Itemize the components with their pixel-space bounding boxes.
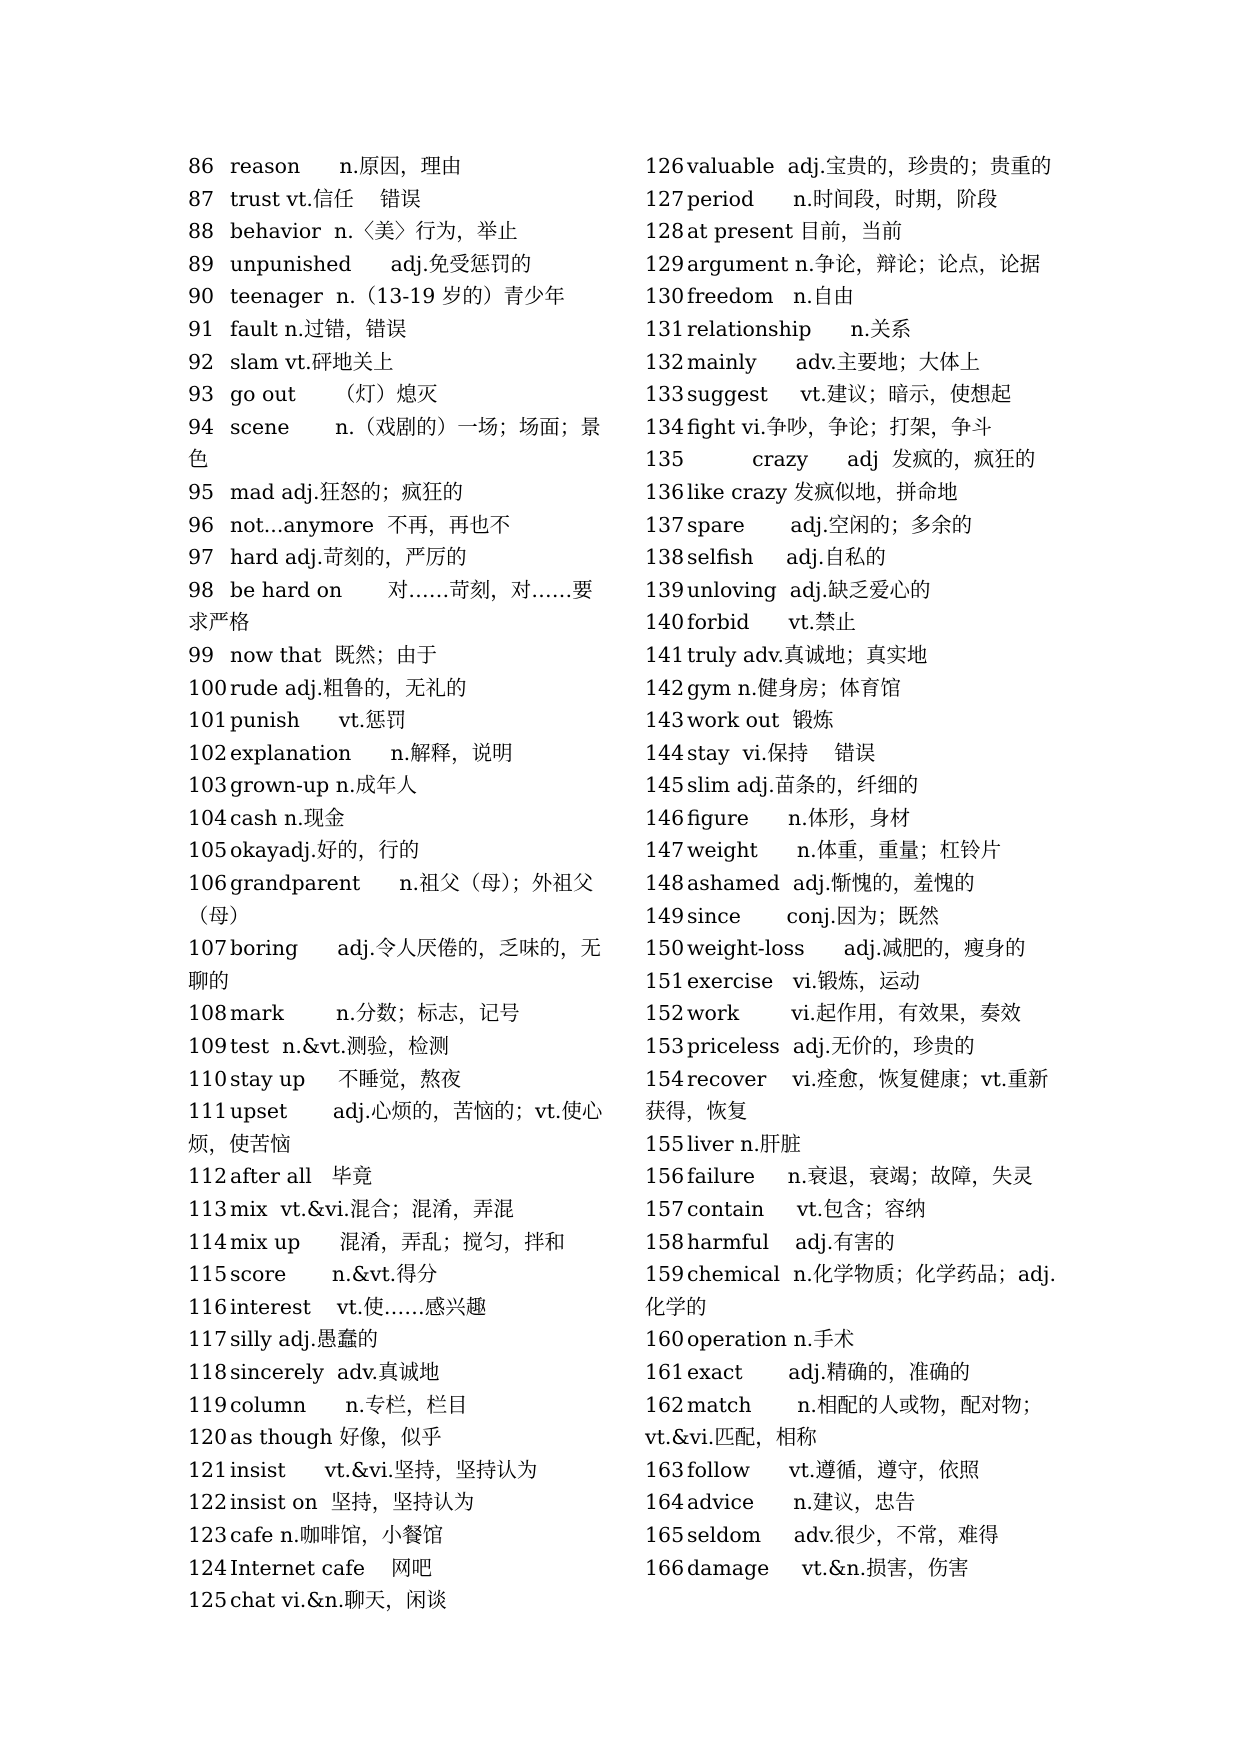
vocabulary-entry bbox=[645, 737, 1065, 770]
entry-definition: priceless adj.无价的，珍贵的 bbox=[687, 1034, 975, 1059]
entry-number: 134 bbox=[645, 414, 685, 439]
entry-definition: silly adj.愚蠢的 bbox=[230, 1327, 379, 1352]
entry-definition: after all 毕竟 bbox=[230, 1164, 373, 1189]
vocabulary-entry bbox=[645, 574, 1065, 607]
entry-definition: exact adj.精确的，准确的 bbox=[687, 1359, 970, 1384]
entry-definition: mix vt.&vi.混合；混淆，弄混 bbox=[230, 1197, 514, 1221]
entry-number: 90 bbox=[188, 284, 215, 309]
entry-number: 160 bbox=[645, 1327, 685, 1352]
entry-definition: harmful adj.有害的 bbox=[687, 1229, 895, 1254]
entry-number: 155 bbox=[645, 1131, 685, 1156]
vocabulary-entry bbox=[188, 737, 608, 770]
entry-number: 148 bbox=[645, 871, 685, 896]
entry-number: 140 bbox=[645, 610, 685, 635]
entry-number: 100 bbox=[188, 675, 228, 700]
vocabulary-entry bbox=[188, 509, 608, 542]
entry-number: 117 bbox=[188, 1327, 228, 1352]
vocabulary-entry bbox=[188, 215, 608, 248]
entry-definition: slim adj.苗条的，纤细的 bbox=[687, 773, 919, 798]
entry-number: 157 bbox=[645, 1197, 685, 1221]
vocabulary-entry bbox=[645, 346, 1065, 379]
entry-number: 118 bbox=[188, 1359, 228, 1384]
entry-definition: insist on 坚持，坚持认为 bbox=[230, 1490, 475, 1515]
entry-number: 162 bbox=[645, 1392, 685, 1417]
entry-definition: mix up 混淆，弄乱；搅匀，拌和 bbox=[230, 1229, 565, 1254]
entry-number: 139 bbox=[645, 577, 685, 602]
vocabulary-entry bbox=[645, 997, 1065, 1030]
entry-number: 146 bbox=[645, 805, 685, 830]
entry-definition: hard adj.苛刻的，严厉的 bbox=[230, 545, 467, 570]
vocabulary-entry bbox=[188, 769, 608, 802]
entry-number: 98 bbox=[188, 577, 215, 602]
entry-number: 133 bbox=[645, 382, 685, 407]
vocabulary-entry bbox=[645, 834, 1065, 867]
entry-definition: valuable adj.宝贵的，珍贵的；贵重的 bbox=[687, 154, 1052, 178]
entry-definition: crazy adj 发疯的，疯狂的 bbox=[687, 447, 1036, 472]
entry-definition: suggest vt.建议；暗示，使想起 bbox=[687, 382, 1012, 407]
vocabulary-entry bbox=[188, 1519, 608, 1552]
entry-number: 89 bbox=[188, 251, 215, 276]
entry-number: 97 bbox=[188, 545, 215, 570]
vocabulary-column-right bbox=[645, 150, 1065, 1584]
vocabulary-entry bbox=[188, 1160, 608, 1193]
entry-number: 105 bbox=[188, 838, 228, 863]
entry-number: 164 bbox=[645, 1490, 685, 1515]
vocabulary-entry bbox=[645, 1486, 1065, 1519]
entry-number: 116 bbox=[188, 1294, 228, 1319]
vocabulary-entry bbox=[645, 509, 1065, 542]
entry-definition: follow vt.遵循，遵守，依照 bbox=[687, 1457, 980, 1482]
entry-definition: since conj.因为；既然 bbox=[687, 903, 939, 928]
entry-definition: mainly adv.主要地；大体上 bbox=[687, 349, 981, 374]
entry-number: 147 bbox=[645, 838, 685, 863]
vocabulary-entry bbox=[188, 867, 608, 932]
entry-number: 120 bbox=[188, 1425, 228, 1450]
vocabulary-entry bbox=[188, 932, 608, 997]
entry-definition: figure n.体形，身材 bbox=[687, 805, 911, 830]
entry-definition: column n.专栏，栏目 bbox=[230, 1392, 468, 1417]
entry-number: 104 bbox=[188, 805, 228, 830]
entry-number: 109 bbox=[188, 1034, 228, 1059]
vocabulary-entry bbox=[645, 1160, 1065, 1193]
vocabulary-entry bbox=[645, 215, 1065, 248]
vocabulary-entry bbox=[188, 1323, 608, 1356]
entry-number: 138 bbox=[645, 545, 685, 570]
vocabulary-column-left bbox=[188, 150, 608, 1617]
entry-definition: test n.&vt.测验，检测 bbox=[230, 1034, 449, 1059]
entry-definition: okayadj.好的，行的 bbox=[230, 838, 420, 863]
entry-number: 123 bbox=[188, 1522, 228, 1547]
vocabulary-entry bbox=[188, 834, 608, 867]
vocabulary-entry bbox=[188, 1193, 608, 1226]
entry-definition: at present 目前，当前 bbox=[687, 219, 903, 244]
vocabulary-entry bbox=[645, 900, 1065, 933]
vocabulary-entry bbox=[645, 606, 1065, 639]
entry-number: 122 bbox=[188, 1490, 228, 1515]
entry-definition: cash n.现金 bbox=[230, 805, 345, 830]
entry-number: 94 bbox=[188, 414, 215, 439]
vocabulary-entry bbox=[645, 1323, 1065, 1356]
entry-number: 102 bbox=[188, 740, 228, 765]
entry-number: 130 bbox=[645, 284, 685, 309]
entry-definition: liver n.肝脏 bbox=[687, 1131, 801, 1156]
entry-definition: now that 既然；由于 bbox=[230, 642, 438, 667]
entry-definition: rude adj.粗鲁的，无礼的 bbox=[230, 675, 467, 700]
vocabulary-entry bbox=[645, 965, 1065, 998]
entry-number: 92 bbox=[188, 349, 215, 374]
vocabulary-entry bbox=[188, 1486, 608, 1519]
entry-number: 114 bbox=[188, 1229, 228, 1254]
vocabulary-entry bbox=[645, 704, 1065, 737]
entry-number: 131 bbox=[645, 316, 685, 341]
entry-definition: damage vt.&n.损害，伤害 bbox=[687, 1555, 969, 1580]
entry-number: 145 bbox=[645, 773, 685, 798]
vocabulary-entry bbox=[645, 639, 1065, 672]
vocabulary-entry bbox=[188, 1552, 608, 1585]
entry-definition: selfish adj.自私的 bbox=[687, 545, 886, 570]
vocabulary-entry bbox=[645, 1519, 1065, 1552]
vocabulary-entry bbox=[188, 346, 608, 379]
entry-definition: mark n.分数；标志，记号 bbox=[230, 1001, 520, 1026]
entry-number: 150 bbox=[645, 936, 685, 961]
entry-definition: recover vi.痊愈，恢复健康；vt.重新获得，恢复 bbox=[645, 1066, 1049, 1124]
entry-definition: work vi.起作用，有效果，奏效 bbox=[687, 1001, 1021, 1026]
vocabulary-entry bbox=[188, 1095, 608, 1160]
entry-number: 128 bbox=[645, 219, 685, 244]
vocabulary-entry bbox=[645, 867, 1065, 900]
entry-number: 136 bbox=[645, 479, 685, 504]
entry-number: 166 bbox=[645, 1555, 685, 1580]
entry-number: 152 bbox=[645, 1001, 685, 1026]
vocabulary-entry bbox=[188, 476, 608, 509]
vocabulary-entry bbox=[188, 1584, 608, 1617]
entry-definition: scene n.（戏剧的）一场；场面；景色 bbox=[188, 414, 601, 472]
entry-number: 108 bbox=[188, 1001, 228, 1026]
vocabulary-entry bbox=[645, 150, 1065, 183]
vocabulary-entry bbox=[645, 672, 1065, 705]
entry-definition: fight vi.争吵，争论；打架，争斗 bbox=[687, 414, 992, 439]
vocabulary-entry bbox=[188, 248, 608, 281]
entry-definition: behavior n.〈美〉行为，举止 bbox=[230, 219, 518, 244]
entry-definition: fault n.过错，错误 bbox=[230, 316, 407, 341]
entry-number: 124 bbox=[188, 1555, 228, 1580]
entry-definition: mad adj.狂怒的；疯狂的 bbox=[230, 479, 464, 504]
entry-number: 121 bbox=[188, 1457, 228, 1482]
entry-number: 141 bbox=[645, 642, 685, 667]
entry-definition: weight-loss adj.减肥的，瘦身的 bbox=[687, 936, 1026, 961]
entry-number: 106 bbox=[188, 871, 228, 896]
entry-definition: grown-up n.成年人 bbox=[230, 773, 418, 798]
vocabulary-entry bbox=[188, 1258, 608, 1291]
entry-definition: go out （灯）熄灭 bbox=[230, 382, 438, 407]
entry-definition: reason n.原因，理由 bbox=[230, 154, 462, 178]
vocabulary-entry bbox=[188, 704, 608, 737]
entry-number: 137 bbox=[645, 512, 685, 537]
entry-definition: unpunished adj.免受惩罚的 bbox=[230, 251, 532, 276]
entry-definition: failure n.衰退，衰竭；故障，失灵 bbox=[687, 1164, 1033, 1189]
entry-definition: cafe n.咖啡馆，小餐馆 bbox=[230, 1522, 444, 1547]
entry-definition: spare adj.空闲的；多余的 bbox=[687, 512, 973, 537]
entry-number: 107 bbox=[188, 936, 228, 961]
entry-definition: relationship n.关系 bbox=[687, 316, 912, 341]
vocabulary-entry bbox=[188, 1389, 608, 1422]
vocabulary-entry bbox=[188, 1030, 608, 1063]
entry-number: 125 bbox=[188, 1588, 228, 1613]
entry-definition: seldom adv.很少，不常，难得 bbox=[687, 1522, 999, 1547]
entry-number: 110 bbox=[188, 1066, 228, 1091]
entry-number: 163 bbox=[645, 1457, 685, 1482]
entry-definition: insist vt.&vi.坚持，坚持认为 bbox=[230, 1457, 538, 1482]
entry-number: 161 bbox=[645, 1359, 685, 1384]
vocabulary-entry bbox=[645, 248, 1065, 281]
vocabulary-entry bbox=[188, 802, 608, 835]
entry-number: 86 bbox=[188, 154, 215, 178]
vocabulary-entry bbox=[645, 280, 1065, 313]
entry-number: 158 bbox=[645, 1229, 685, 1254]
entry-definition: exercise vi.锻炼，运动 bbox=[687, 968, 921, 993]
entry-definition: grandparent n.祖父（母）；外祖父（母） bbox=[188, 871, 594, 928]
vocabulary-entry bbox=[188, 1356, 608, 1389]
entry-number: 112 bbox=[188, 1164, 228, 1189]
vocabulary-entry bbox=[645, 1226, 1065, 1259]
entry-number: 88 bbox=[188, 219, 215, 244]
vocabulary-entry bbox=[645, 411, 1065, 444]
entry-number: 96 bbox=[188, 512, 215, 537]
entry-definition: like crazy 发疯似地，拼命地 bbox=[687, 479, 958, 504]
vocabulary-entry bbox=[188, 1291, 608, 1324]
entry-definition: teenager n.（13-19 岁的）青少年 bbox=[230, 284, 565, 309]
vocabulary-entry bbox=[645, 1552, 1065, 1585]
entry-definition: advice n.建议，忠告 bbox=[687, 1490, 916, 1515]
entry-definition: upset adj.心烦的，苦恼的；vt.使心烦，使苦恼 bbox=[188, 1099, 603, 1156]
entry-definition: not...anymore 不再，再也不 bbox=[230, 512, 511, 537]
entry-definition: operation n.手术 bbox=[687, 1327, 855, 1352]
vocabulary-entry bbox=[645, 443, 1065, 476]
entry-number: 115 bbox=[188, 1262, 228, 1287]
vocabulary-entry bbox=[645, 1356, 1065, 1389]
entry-number: 126 bbox=[645, 154, 685, 178]
entry-definition: forbid vt.禁止 bbox=[687, 610, 856, 635]
entry-definition: gym n.健身房；体育馆 bbox=[687, 675, 901, 700]
vocabulary-entry bbox=[645, 183, 1065, 216]
entry-definition: trust vt.信任 错误 bbox=[230, 186, 421, 211]
entry-number: 129 bbox=[645, 251, 685, 276]
entry-number: 127 bbox=[645, 186, 685, 211]
entry-definition: work out 锻炼 bbox=[687, 708, 834, 733]
entry-definition: score n.&vt.得分 bbox=[230, 1262, 438, 1287]
entry-number: 142 bbox=[645, 675, 685, 700]
vocabulary-entry bbox=[188, 313, 608, 346]
entry-number: 143 bbox=[645, 708, 685, 733]
vocabulary-entry bbox=[188, 1226, 608, 1259]
vocabulary-entry bbox=[188, 639, 608, 672]
vocabulary-entry bbox=[645, 802, 1065, 835]
entry-number: 113 bbox=[188, 1197, 228, 1221]
vocabulary-entry bbox=[188, 541, 608, 574]
vocabulary-entry bbox=[645, 541, 1065, 574]
entry-definition: contain vt.包含；容纳 bbox=[687, 1197, 926, 1221]
entry-number: 87 bbox=[188, 186, 215, 211]
vocabulary-entry bbox=[645, 932, 1065, 965]
entry-number: 135 bbox=[645, 447, 685, 472]
entry-definition: sincerely adv.真诚地 bbox=[230, 1359, 440, 1384]
vocabulary-entry bbox=[645, 1193, 1065, 1226]
vocabulary-entry bbox=[188, 378, 608, 411]
entry-number: 132 bbox=[645, 349, 685, 374]
entry-number: 111 bbox=[188, 1099, 228, 1124]
vocabulary-entry bbox=[645, 378, 1065, 411]
entry-number: 151 bbox=[645, 968, 685, 993]
vocabulary-entry bbox=[188, 280, 608, 313]
entry-definition: period n.时间段，时期，阶段 bbox=[687, 186, 998, 211]
entry-definition: interest vt.使……感兴趣 bbox=[230, 1294, 487, 1319]
entry-number: 119 bbox=[188, 1392, 228, 1417]
entry-definition: explanation n.解释，说明 bbox=[230, 740, 513, 765]
entry-number: 95 bbox=[188, 479, 215, 504]
entry-definition: as though 好像，似乎 bbox=[230, 1425, 442, 1450]
entry-number: 99 bbox=[188, 642, 215, 667]
entry-number: 101 bbox=[188, 708, 228, 733]
entry-definition: weight n.体重，重量；杠铃片 bbox=[687, 838, 1002, 863]
entry-definition: truly adv.真诚地；真实地 bbox=[687, 642, 928, 667]
entry-number: 149 bbox=[645, 903, 685, 928]
entry-number: 93 bbox=[188, 382, 215, 407]
vocabulary-entry bbox=[188, 1421, 608, 1454]
entry-number: 144 bbox=[645, 740, 685, 765]
entry-definition: argument n.争论，辩论；论点，论据 bbox=[687, 251, 1041, 276]
entry-definition: ashamed adj.惭愧的，羞愧的 bbox=[687, 871, 975, 896]
entry-number: 156 bbox=[645, 1164, 685, 1189]
entry-definition: Internet cafe 网吧 bbox=[230, 1555, 433, 1580]
entry-definition: stay up 不睡觉，熬夜 bbox=[230, 1066, 461, 1091]
entry-definition: boring adj.令人厌倦的，乏味的，无聊的 bbox=[188, 936, 601, 993]
entry-number: 153 bbox=[645, 1034, 685, 1059]
vocabulary-entry bbox=[188, 672, 608, 705]
vocabulary-entry bbox=[645, 313, 1065, 346]
entry-definition: chemical n.化学物质；化学药品；adj.化学的 bbox=[645, 1262, 1057, 1319]
vocabulary-entry bbox=[645, 1258, 1065, 1323]
entry-definition: chat vi.&n.聊天，闲谈 bbox=[230, 1588, 447, 1613]
vocabulary-entry bbox=[645, 1128, 1065, 1161]
entry-definition: match n.相配的人或物，配对物；vt.&vi.匹配，相称 bbox=[645, 1392, 1043, 1450]
vocabulary-entry bbox=[188, 1063, 608, 1096]
vocabulary-entry bbox=[188, 574, 608, 639]
vocabulary-entry bbox=[645, 1063, 1065, 1128]
entry-number: 103 bbox=[188, 773, 228, 798]
vocabulary-entry bbox=[645, 769, 1065, 802]
entry-number: 91 bbox=[188, 316, 215, 341]
vocabulary-entry bbox=[645, 476, 1065, 509]
vocabulary-entry bbox=[188, 183, 608, 216]
entry-definition: stay vi.保持 错误 bbox=[687, 740, 876, 765]
vocabulary-entry bbox=[645, 1454, 1065, 1487]
vocabulary-entry bbox=[188, 997, 608, 1030]
vocabulary-entry bbox=[188, 150, 608, 183]
entry-number: 159 bbox=[645, 1262, 685, 1287]
vocabulary-entry bbox=[188, 1454, 608, 1487]
entry-definition: punish vt.惩罚 bbox=[230, 708, 407, 733]
entry-definition: unloving adj.缺乏爱心的 bbox=[687, 577, 931, 602]
vocabulary-entry bbox=[645, 1030, 1065, 1063]
vocabulary-entry bbox=[645, 1389, 1065, 1454]
entry-definition: freedom n.自由 bbox=[687, 284, 854, 309]
entry-number: 154 bbox=[645, 1066, 685, 1091]
entry-number: 165 bbox=[645, 1522, 685, 1547]
entry-definition: slam vt.砰地关上 bbox=[230, 349, 394, 374]
entry-definition: be hard on 对……苛刻，对……要求严格 bbox=[188, 577, 593, 635]
vocabulary-entry bbox=[188, 411, 608, 476]
